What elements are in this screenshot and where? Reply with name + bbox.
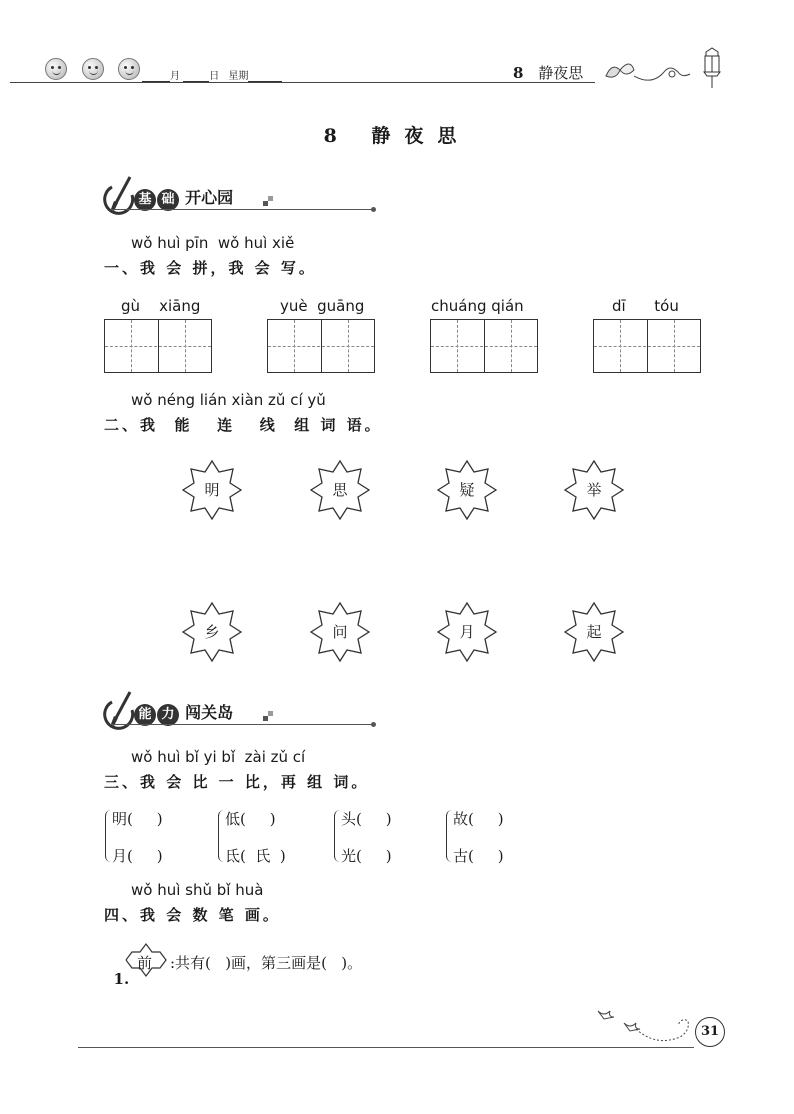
writing-grid-1[interactable]	[104, 319, 212, 373]
section1-rule	[110, 209, 372, 210]
word-star-top-4[interactable]	[563, 459, 625, 521]
word-char: 举	[586, 481, 602, 499]
section2-badge-1: 能	[134, 704, 156, 726]
footer-rule	[78, 1047, 694, 1048]
pair2-top: 低( )	[225, 810, 276, 828]
q2-heading: 二、我 能 连 线 组 词 语。	[104, 416, 383, 434]
pair-brace	[334, 810, 341, 862]
box3-pinyin: chuáng qián	[431, 297, 524, 315]
pair4-top: 故( )	[453, 810, 504, 828]
section2-rule	[110, 724, 372, 725]
word-star-bottom-2[interactable]	[309, 601, 371, 663]
word-char: 乡	[204, 623, 220, 641]
section2-label: 闯关岛	[185, 703, 234, 722]
section2-banner	[134, 700, 233, 726]
word-star-bottom-1[interactable]	[181, 601, 243, 663]
banner-square	[263, 201, 268, 206]
word-char: 明	[204, 481, 220, 499]
section2-rule-dot	[371, 722, 376, 727]
writing-grid-2[interactable]	[267, 319, 375, 373]
day-label: 日	[209, 71, 220, 82]
pair-brace	[105, 810, 112, 862]
smiley-icon	[82, 58, 104, 80]
word-char: 问	[332, 623, 348, 641]
section1-badge-1: 基	[134, 189, 156, 211]
word-char: 思	[332, 481, 348, 499]
bird-decoration-icon	[596, 1005, 696, 1045]
banner-square	[268, 711, 273, 716]
title-text: 静夜思	[371, 125, 471, 147]
word-star-top-3[interactable]	[436, 459, 498, 521]
q4-item1-char: 前	[137, 954, 153, 972]
q3-heading: 三、我 会 比 一 比，再 组 词。	[104, 773, 370, 791]
smiley-icon	[45, 58, 67, 80]
smiley-icon	[118, 58, 140, 80]
q4-heading: 四、我 会 数 笔 画。	[104, 906, 281, 924]
section1-badge-2: 础	[157, 189, 179, 211]
q4-pinyin: wǒ huì shǔ bǐ huà	[131, 881, 264, 899]
q2-pinyin: wǒ néng lián xiàn zǔ cí yǔ	[131, 391, 326, 409]
section1-rule-dot	[371, 207, 376, 212]
word-star-top-1[interactable]	[181, 459, 243, 521]
section1-banner	[134, 185, 233, 211]
butterfly-lantern-icon	[596, 46, 726, 90]
page-title	[0, 121, 794, 148]
title-number: 8	[323, 125, 351, 147]
week-label: 星期	[228, 71, 249, 82]
pair-brace	[218, 810, 225, 862]
pair4-bottom: 古( )	[453, 847, 504, 865]
word-star-bottom-4[interactable]	[563, 601, 625, 663]
box2-pinyin: yuè guāng	[280, 297, 365, 315]
pair2-bottom: 氐( 氏 )	[225, 847, 286, 865]
word-star-bottom-3[interactable]	[436, 601, 498, 663]
pair3-bottom: 光( )	[341, 847, 392, 865]
header-rule	[10, 82, 595, 83]
word-star-top-2[interactable]	[309, 459, 371, 521]
q4-item1-prefix: 1.	[113, 970, 130, 988]
word-char: 起	[586, 623, 602, 641]
pair3-top: 头( )	[341, 810, 392, 828]
word-char: 疑	[459, 481, 475, 499]
q3-pinyin: wǒ huì bǐ yi bǐ zài zǔ cí	[131, 748, 306, 766]
q1-pinyin: wǒ huì pīn wǒ huì xiě	[131, 234, 295, 252]
header-lesson-title: 静夜思	[538, 64, 584, 82]
box4-pinyin: dī tóu	[612, 297, 679, 315]
header-lesson	[513, 62, 583, 83]
pair1-top: 明( )	[112, 810, 163, 828]
q1-heading: 一、我 会 拼，我 会 写。	[104, 259, 317, 277]
pair-brace	[446, 810, 453, 862]
pair1-bottom: 月( )	[112, 847, 163, 865]
banner-square	[263, 716, 268, 721]
word-char: 月	[459, 623, 475, 641]
q4-item1-text: :共有( )画，第三画是( )。	[170, 954, 363, 972]
section1-label: 开心园	[185, 188, 234, 207]
writing-grid-4[interactable]	[593, 319, 701, 373]
banner-square	[268, 196, 273, 201]
date-line	[142, 67, 282, 82]
month-label: 月	[170, 71, 180, 82]
section2-badge-2: 力	[157, 704, 179, 726]
page-number: 31	[695, 1017, 725, 1047]
box1-pinyin: gù xiāng	[121, 297, 201, 315]
writing-grid-3[interactable]	[430, 319, 538, 373]
header-lesson-number: 8	[513, 64, 524, 82]
